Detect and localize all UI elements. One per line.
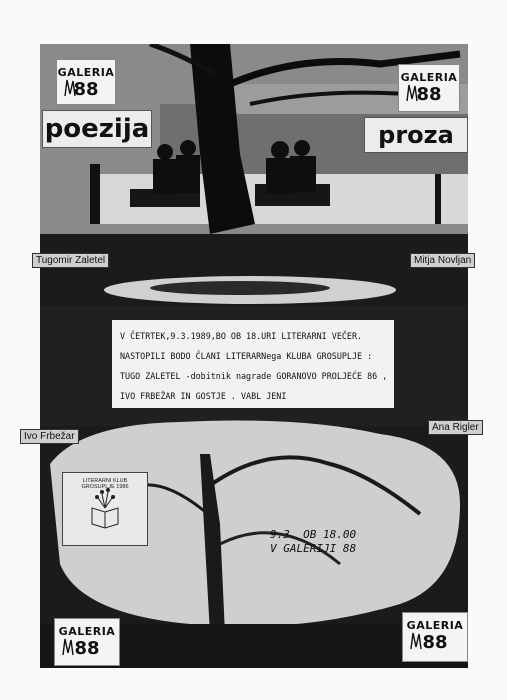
literary-club-stamp [62,472,148,546]
logo-number: 88 [73,79,99,100]
event-announcement [112,320,394,408]
scribble-icon [405,83,419,103]
announcement-line: NASTOPILI BODO ČLANI LITERARNega KLUBA GROSUPLJE : [120,351,373,361]
galeria-logo-top-right [398,64,460,112]
stamp-caption: LITERARNI KLUB GROSUPLJE 1986 [81,478,129,490]
announcement-line: TUGO ZALETEL -dobitnik nagrade GORANOVO PROLJEĆE 86 , [120,371,388,381]
logo-text: GALERIA [58,625,116,638]
scribble-icon [61,637,75,657]
scribble-icon [409,631,423,651]
logo-text: GALERIA [57,66,115,79]
logo-text: GALERIA [400,71,458,84]
logo-number: 88 [422,632,448,653]
title-proza: proza [364,117,468,153]
handwritten-note [270,528,380,556]
scribble-icon [63,78,77,98]
galeria-logo-bottom-left [54,618,120,666]
galeria-logo-bottom-right [402,612,468,662]
logo-text: GALERIA [406,619,464,632]
announcement-line: IVO FRBEŽAR IN GOSTJE . VABL JENI [120,391,287,401]
handwritten-line: V GALERIJI 88 [270,542,357,555]
logo-number: 88 [74,638,100,659]
name-tag-ivo-frbezar: Ivo Frbežar [20,429,79,444]
galeria-logo-top-left [56,59,116,105]
logo-number: 88 [416,84,442,105]
announcement-line: V ČETRTEK,9.3.1989,BO OB 18.URI LITERARNI VEČER. [120,331,363,341]
handwritten-line: 9.3. OB 18.00 [270,528,357,541]
name-tag-ana-rigler: Ana Rigler [428,420,483,435]
title-poezija: poezija [42,110,152,148]
name-tag-tugomir-zaletel: Tugomir Zaletel [32,253,109,268]
name-tag-mitja-novljan: Mitja Novljan [410,253,475,268]
